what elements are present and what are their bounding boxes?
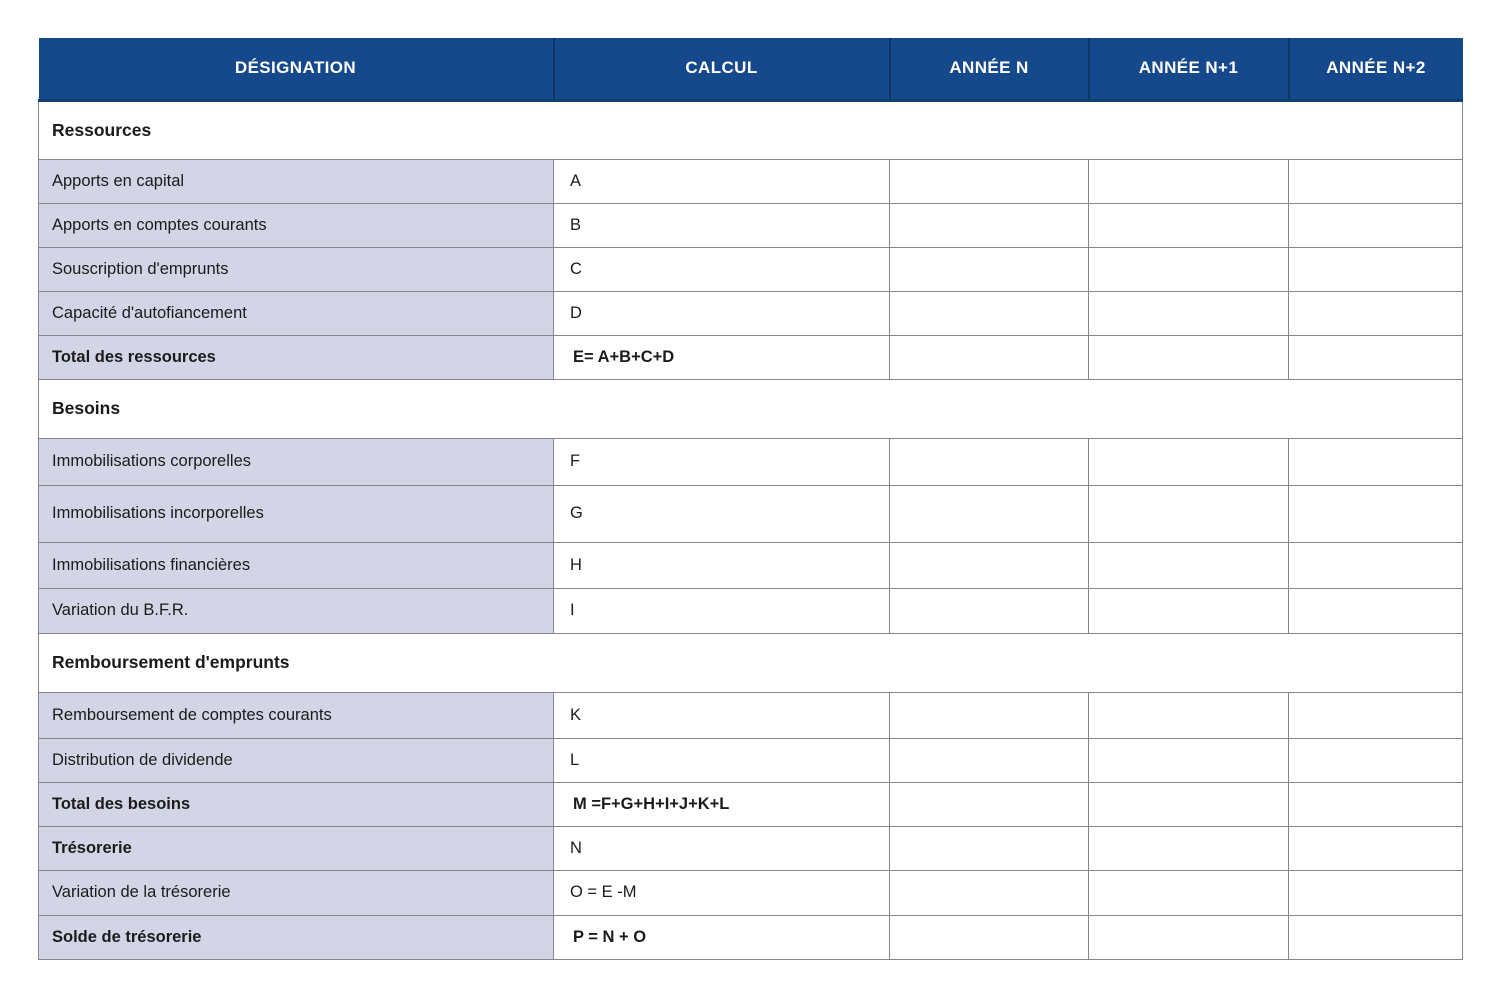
year-n2-cell xyxy=(1289,291,1463,335)
column-header-calcul: CALCUL xyxy=(554,38,890,100)
column-header-annee-n: ANNÉE N xyxy=(890,38,1089,100)
year-n1-cell xyxy=(1089,247,1289,291)
year-n-cell xyxy=(890,915,1089,959)
table-row xyxy=(39,588,1463,633)
year-n-cell xyxy=(890,335,1089,379)
designation-cell: Immobilisations financières xyxy=(39,542,554,588)
year-n-cell xyxy=(890,826,1089,870)
designation-cell: Total des ressources xyxy=(39,335,554,379)
year-n-cell xyxy=(890,692,1089,738)
section-label: Remboursement d'emprunts xyxy=(39,633,1463,692)
year-n2-cell xyxy=(1289,588,1463,633)
section-row xyxy=(39,633,1463,692)
year-n1-cell xyxy=(1089,826,1289,870)
year-n2-cell xyxy=(1289,159,1463,203)
calcul-cell: B xyxy=(554,203,890,247)
year-n-cell xyxy=(890,738,1089,782)
table-row xyxy=(39,247,1463,291)
calcul-cell: K xyxy=(554,692,890,738)
year-n2-cell xyxy=(1289,692,1463,738)
year-n-cell xyxy=(890,203,1089,247)
financing-plan-table xyxy=(38,38,1463,960)
year-n2-cell xyxy=(1289,203,1463,247)
year-n-cell xyxy=(890,485,1089,542)
table-row xyxy=(39,915,1463,959)
year-n1-cell xyxy=(1089,782,1289,826)
year-n2-cell xyxy=(1289,335,1463,379)
year-n1-cell xyxy=(1089,485,1289,542)
calcul-cell: N xyxy=(554,826,890,870)
calcul-cell: E= A+B+C+D xyxy=(554,335,890,379)
designation-cell: Souscription d'emprunts xyxy=(39,247,554,291)
designation-cell: Apports en capital xyxy=(39,159,554,203)
designation-cell: Immobilisations corporelles xyxy=(39,438,554,485)
year-n1-cell xyxy=(1089,203,1289,247)
year-n2-cell xyxy=(1289,438,1463,485)
designation-cell: Remboursement de comptes courants xyxy=(39,692,554,738)
year-n1-cell xyxy=(1089,159,1289,203)
year-n-cell xyxy=(890,159,1089,203)
year-n2-cell xyxy=(1289,738,1463,782)
designation-cell: Total des besoins xyxy=(39,782,554,826)
calcul-cell: I xyxy=(554,588,890,633)
table-body xyxy=(39,100,1463,959)
year-n2-cell xyxy=(1289,782,1463,826)
table-header-row xyxy=(39,38,1463,100)
year-n-cell xyxy=(890,247,1089,291)
year-n-cell xyxy=(890,438,1089,485)
table-row xyxy=(39,203,1463,247)
table-row xyxy=(39,335,1463,379)
designation-cell: Solde de trésorerie xyxy=(39,915,554,959)
year-n-cell xyxy=(890,291,1089,335)
year-n-cell xyxy=(890,588,1089,633)
calcul-cell: D xyxy=(554,291,890,335)
year-n1-cell xyxy=(1089,291,1289,335)
year-n1-cell xyxy=(1089,542,1289,588)
section-row xyxy=(39,100,1463,159)
calcul-cell: G xyxy=(554,485,890,542)
year-n-cell xyxy=(890,542,1089,588)
calcul-cell: H xyxy=(554,542,890,588)
table-row xyxy=(39,485,1463,542)
calcul-cell: O = E -M xyxy=(554,870,890,915)
column-header-annee-n2: ANNÉE N+2 xyxy=(1289,38,1463,100)
calcul-cell: C xyxy=(554,247,890,291)
column-header-designation: DÉSIGNATION xyxy=(39,38,554,100)
calcul-cell: F xyxy=(554,438,890,485)
year-n2-cell xyxy=(1289,915,1463,959)
year-n-cell xyxy=(890,870,1089,915)
year-n2-cell xyxy=(1289,542,1463,588)
year-n1-cell xyxy=(1089,438,1289,485)
calcul-cell: M =F+G+H+I+J+K+L xyxy=(554,782,890,826)
year-n1-cell xyxy=(1089,692,1289,738)
table-row xyxy=(39,738,1463,782)
year-n2-cell xyxy=(1289,870,1463,915)
designation-cell: Variation de la trésorerie xyxy=(39,870,554,915)
year-n2-cell xyxy=(1289,247,1463,291)
table-row xyxy=(39,826,1463,870)
year-n-cell xyxy=(890,782,1089,826)
section-label: Ressources xyxy=(39,100,1463,159)
section-row xyxy=(39,379,1463,438)
table-row xyxy=(39,159,1463,203)
designation-cell: Apports en comptes courants xyxy=(39,203,554,247)
calcul-cell: L xyxy=(554,738,890,782)
designation-cell: Distribution de dividende xyxy=(39,738,554,782)
designation-cell: Immobilisations incorporelles xyxy=(39,485,554,542)
table-row xyxy=(39,438,1463,485)
designation-cell: Trésorerie xyxy=(39,826,554,870)
section-label: Besoins xyxy=(39,379,1463,438)
year-n2-cell xyxy=(1289,485,1463,542)
designation-cell: Capacité d'autofiancement xyxy=(39,291,554,335)
table-row xyxy=(39,291,1463,335)
year-n1-cell xyxy=(1089,335,1289,379)
table-row xyxy=(39,782,1463,826)
table-row xyxy=(39,870,1463,915)
column-header-annee-n1: ANNÉE N+1 xyxy=(1089,38,1289,100)
year-n1-cell xyxy=(1089,738,1289,782)
calcul-cell: P = N + O xyxy=(554,915,890,959)
table-row xyxy=(39,692,1463,738)
year-n1-cell xyxy=(1089,588,1289,633)
year-n1-cell xyxy=(1089,915,1289,959)
year-n2-cell xyxy=(1289,826,1463,870)
table-row xyxy=(39,542,1463,588)
year-n1-cell xyxy=(1089,870,1289,915)
designation-cell: Variation du B.F.R. xyxy=(39,588,554,633)
calcul-cell: A xyxy=(554,159,890,203)
